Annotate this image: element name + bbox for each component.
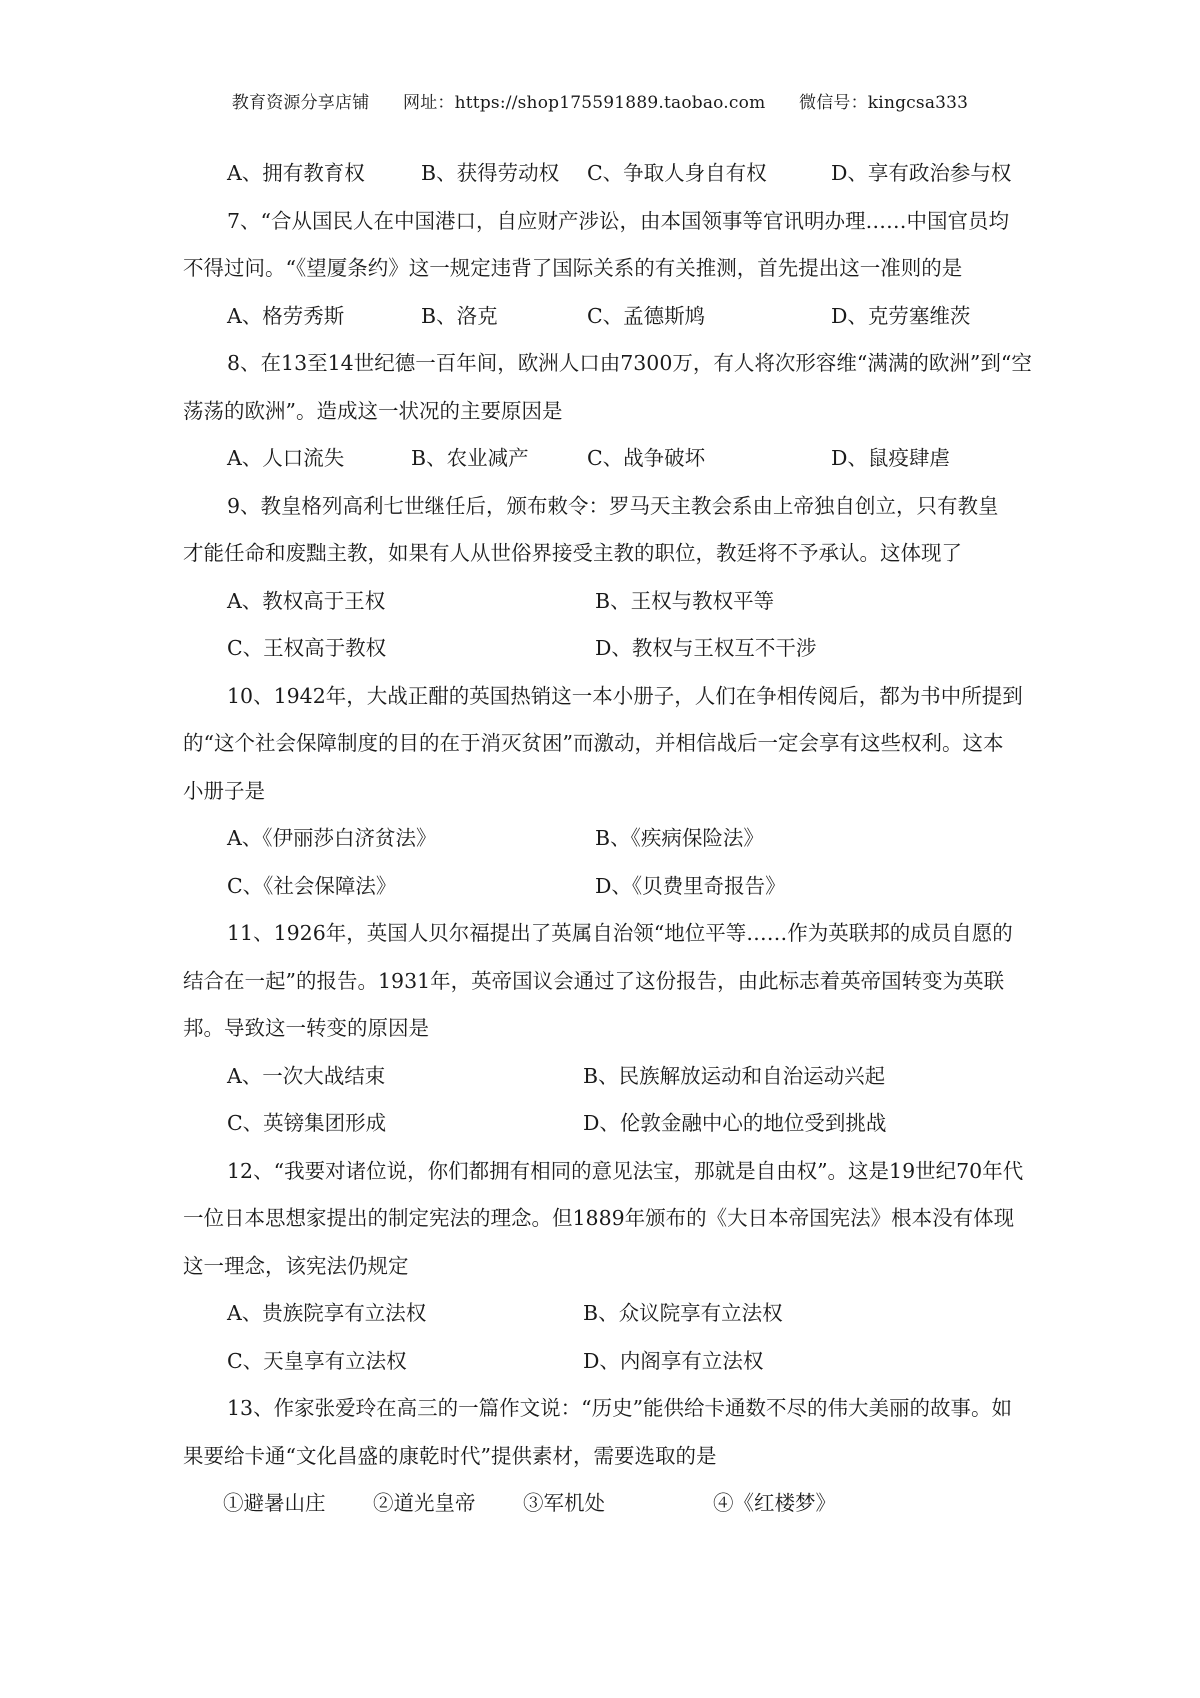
q6-option-d: D、享有政治参与权 xyxy=(831,161,1012,185)
q11-line-3: 邦。导致这一转变的原因是 xyxy=(183,1016,429,1040)
q9-options-row-2 xyxy=(183,625,1028,673)
q13-items xyxy=(183,1480,1028,1528)
q8-option-c: C、战争破坏 xyxy=(587,446,706,470)
q13-item-1: ①避暑山庄 xyxy=(223,1491,326,1515)
q11-options-row-2 xyxy=(183,1100,1028,1148)
q13-item-3: ③军机处 xyxy=(523,1491,605,1515)
page-header xyxy=(0,88,1200,113)
q8-line-1: 8、在13至14世纪德一百年间，欧洲人口由7300万，有人将次形容维“满满的欧洲”到“空 xyxy=(227,351,1032,375)
q10-option-c: C、《社会保障法》 xyxy=(227,873,397,898)
q6-option-c: C、争取人身自有权 xyxy=(587,161,767,185)
q8-option-d: D、鼠疫肆虐 xyxy=(831,446,950,470)
q11-option-b: B、民族解放运动和自治运动兴起 xyxy=(583,1063,886,1088)
q8-option-a: A、人口流失 xyxy=(227,446,345,470)
q7-option-b: B、洛克 xyxy=(421,303,498,328)
q6-option-a: A、拥有教育权 xyxy=(227,161,365,185)
q9-option-c: C、王权高于教权 xyxy=(227,636,387,660)
q13-item-2: ②道光皇帝 xyxy=(373,1491,476,1515)
q13-line-1: 13、作家张爱玲在高三的一篇作文说：“历史”能供给卡通数不尽的伟大美丽的故事。如 xyxy=(227,1396,1013,1420)
q12-line-3: 这一理念，该宪法仍规定 xyxy=(183,1253,409,1278)
q11-option-a: A、一次大战结束 xyxy=(227,1063,386,1088)
q10-option-d: D、《贝费里奇报告》 xyxy=(595,873,786,898)
q11-option-c: C、英镑集团形成 xyxy=(227,1111,387,1135)
q7-option-d: D、克劳塞维茨 xyxy=(831,303,971,328)
q10-line-1: 10、1942年，大战正酣的英国热销这一本小册子，人们在争相传阅后，都为书中所提到 xyxy=(227,683,1023,708)
q12-option-a: A、贵族院享有立法权 xyxy=(227,1301,427,1325)
q12-option-d: D、内阁享有立法权 xyxy=(583,1348,764,1373)
q10-options-row-1 xyxy=(183,815,1028,863)
q10-line-3: 小册子是 xyxy=(183,778,265,803)
q10-option-b: B、《疾病保险法》 xyxy=(595,826,764,850)
q13-item-4: ④《红楼梦》 xyxy=(713,1491,836,1515)
q12-line-1: 12、“我要对诸位说，你们都拥有相同的意见法宝，那就是自由权”。这是19世纪70年代 xyxy=(227,1158,1024,1183)
q7-line-1: 7、“合从国民人在中国港口，自应财产涉讼，由本国领事等官讯明办理……中国官员均 xyxy=(227,208,1010,233)
q6-options xyxy=(183,150,1028,198)
q12-option-c: C、天皇享有立法权 xyxy=(227,1348,407,1373)
q12-options-row-2 xyxy=(183,1338,1028,1386)
q12-line-2: 一位日本思想家提出的制定宪法的理念。但1889年颁布的《大日本帝国宪法》根本没有体现 xyxy=(183,1206,1015,1230)
q9-line-1: 9、教皇格列高利七世继任后，颁布敕令：罗马天主教会系由上帝独自创立，只有教皇 xyxy=(227,493,999,518)
q12-option-b: B、众议院享有立法权 xyxy=(583,1301,783,1325)
header-shop: 教育资源分享店铺 xyxy=(231,93,370,113)
q11-line-2: 结合在一起”的报告。1931年，英帝国议会通过了这份报告，由此标志着英帝国转变为英联 xyxy=(183,968,1005,993)
q7-option-c: C、孟德斯鸠 xyxy=(587,303,706,328)
q9-option-d: D、教权与王权互不干涉 xyxy=(595,636,817,660)
q9-options-row-1 xyxy=(183,578,1028,626)
q11-line-1: 11、1926年，英国人贝尔福提出了英属自治领“地位平等……作为英联邦的成员自愿的 xyxy=(227,921,1013,945)
q9-option-a: A、教权高于王权 xyxy=(227,588,386,613)
q13-line-2: 果要给卡通“文化昌盛的康乾时代”提供素材，需要选取的是 xyxy=(183,1443,717,1468)
q10-options-row-2 xyxy=(183,863,1028,911)
document-body xyxy=(183,150,1032,1528)
header-wechat: 微信号：kingcsa333 xyxy=(799,93,969,113)
q11-options-row-1 xyxy=(183,1053,1028,1101)
q12-options-row-1 xyxy=(183,1290,1028,1338)
q9-line-2: 才能任命和废黜主教，如果有人从世俗界接受主教的职位，教廷将不予承认。这体现了 xyxy=(183,541,962,565)
q11-option-d: D、伦敦金融中心的地位受到挑战 xyxy=(583,1111,887,1135)
q7-option-a: A、格劳秀斯 xyxy=(227,303,345,328)
q10-option-a: A、《伊丽莎白济贫法》 xyxy=(227,826,437,850)
q8-option-b: B、农业减产 xyxy=(411,446,529,470)
q7-options xyxy=(183,293,1028,341)
q10-line-2: 的“这个社会保障制度的目的在于消灭贫困”而激动，并相信战后一定会享有这些权利。这本 xyxy=(183,731,1004,755)
q8-line-2: 荡荡的欧洲”。造成这一状况的主要原因是 xyxy=(183,398,563,423)
q9-option-b: B、王权与教权平等 xyxy=(595,588,775,613)
q6-option-b: B、获得劳动权 xyxy=(421,161,560,185)
q8-options xyxy=(183,435,1028,483)
q7-line-2: 不得过问。“《望厦条约》这一规定违背了国际关系的有关推测，首先提出这一准则的是 xyxy=(183,256,963,280)
header-website: 网址：https://shop175591889.taobao.com xyxy=(403,93,766,113)
